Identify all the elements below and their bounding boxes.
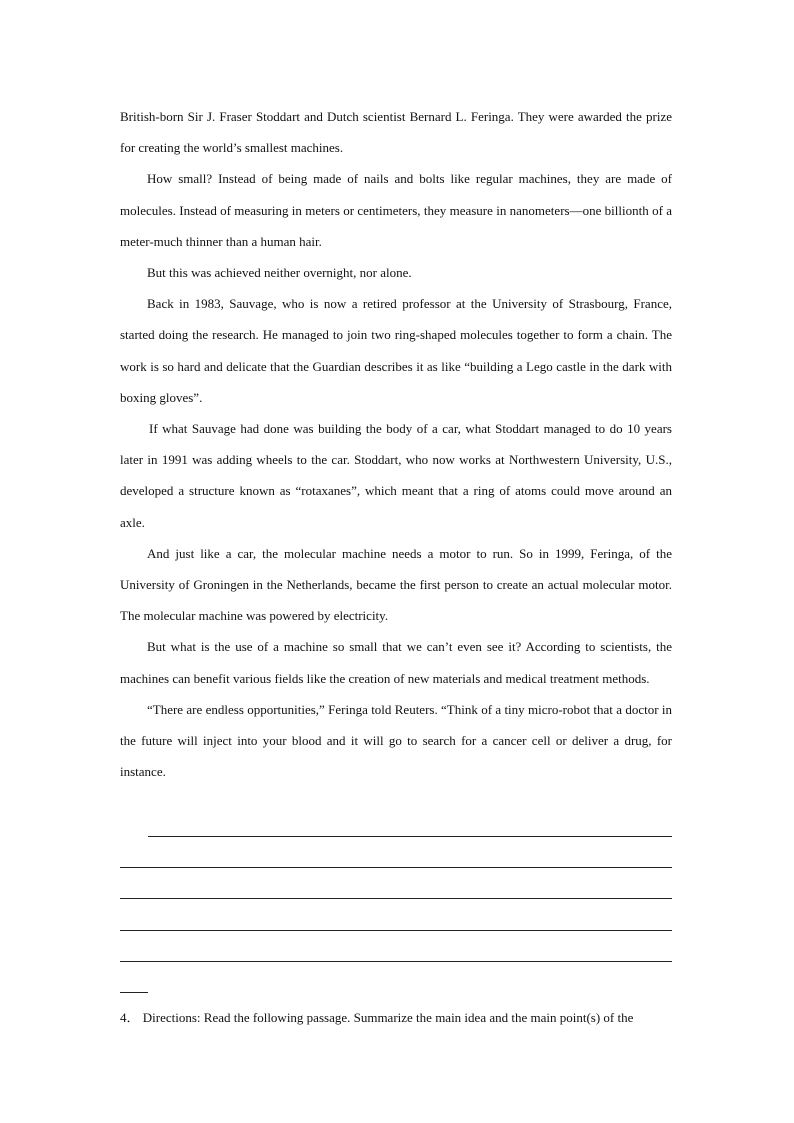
answer-line-6[interactable] (120, 992, 148, 993)
paragraph-1: British-born Sir J. Fraser Stoddart and Dutch scientist Bernard L. Feringa. They were awarded the prize for creating the world’s smallest machines. (120, 109, 672, 156)
paragraph-7: But what is the use of a machine so small that we can’t even see it? According to scientists, the machines can benefit various fields like the creation of new materials and medical treatment methods. (120, 639, 672, 686)
answer-line-1[interactable] (148, 836, 672, 837)
paragraph-4: Back in 1983, Sauvage, who is now a retired professor at the University of Strasbourg, France, started doing the research. He managed to join two ring-shaped molecules together to form a chain. The work is so hard and delicate that the Guardian describes it as like “building a Lego castle in the dark with boxing gloves”. (120, 296, 672, 405)
question-number: 4． (120, 1010, 140, 1025)
question-4 (120, 1002, 672, 1033)
paragraph-3: But this was achieved neither overnight, nor alone. (147, 265, 412, 281)
answer-line-4[interactable] (120, 930, 672, 931)
paragraph-5: If what Sauvage had done was building the body of a car, what Stoddart managed to do 10 years later in 1991 was adding wheels to the car. Stoddart, who now works at Northwestern University, U.S., developed a structure known as “rotaxanes”, which meant that a ring of atoms could move around an axle. (120, 421, 672, 530)
paragraph-6: And just like a car, the molecular machine needs a motor to run. So in 1999, Feringa, of the University of Groningen in the Netherlands, became the first person to create an actual molecular motor. The molecular machine was powered by electricity. (120, 545, 672, 624)
paragraph-8: “There are endless opportunities,” Feringa told Reuters. “Think of a tiny micro-robot that a doctor in the future will inject into your blood and it will go to search for a cancer cell or deliver a drug, for instance. (120, 701, 672, 780)
paragraph-2: How small? Instead of being made of nails and bolts like regular machines, they are made of molecules. Instead of measuring in meters or centimeters, they measure in nanometers—one billionth of a meter-much thinner than a human hair. (120, 171, 672, 249)
question-directions: Directions: Read the following passage. Summarize the main idea and the main point(s) of the (142, 1010, 634, 1025)
answer-line-2[interactable] (120, 867, 672, 868)
passage (120, 101, 672, 787)
answer-line-3[interactable] (120, 898, 672, 899)
answer-line-5[interactable] (120, 961, 672, 962)
